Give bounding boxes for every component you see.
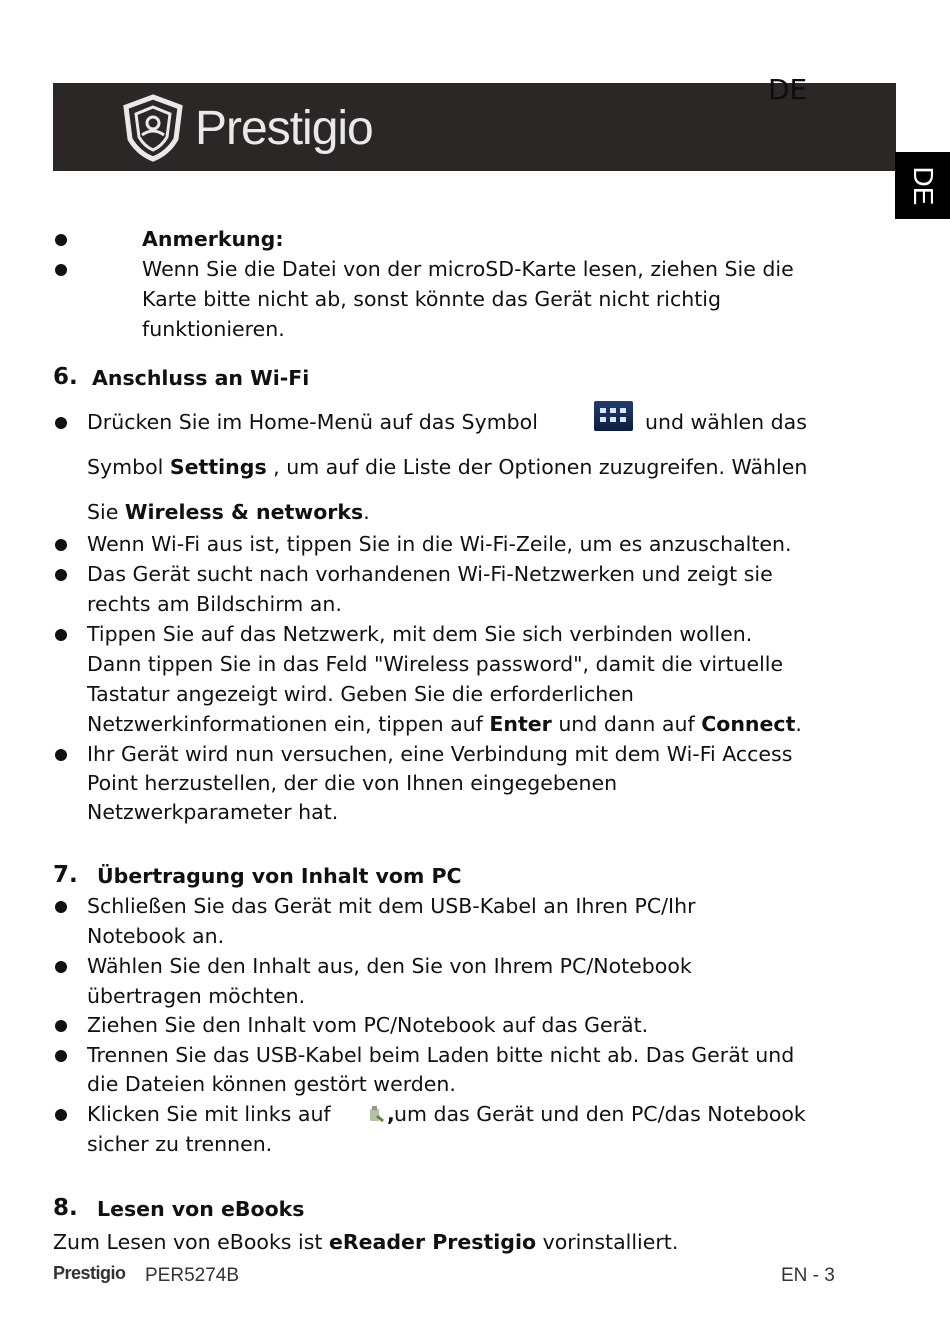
body-line: Ziehen Sie den Inhalt vom PC/Notebook auf das Gerät. xyxy=(87,1013,649,1037)
note-line: Wenn Sie die Datei von der microSD-Karte lesen, ziehen Sie die xyxy=(142,257,794,281)
body-line: Zum Lesen von eBooks ist eReader Prestigio vorinstalliert. xyxy=(53,1230,679,1254)
header-lang-code: DE xyxy=(768,73,808,106)
body-line: Dann tippen Sie in das Feld "Wireless password", damit die virtuelle xyxy=(87,652,784,676)
apps-grid-icon xyxy=(594,401,633,431)
bullet xyxy=(55,1050,67,1062)
wireless-networks-label: Wireless & networks xyxy=(124,500,364,524)
body-line: Tastatur angezeigt wird. Geben Sie die erforderlichen xyxy=(87,682,634,706)
note-title: Anmerkung: xyxy=(142,227,284,251)
bullet xyxy=(55,901,67,913)
settings-label: Settings xyxy=(169,455,267,479)
section-8-heading: Lesen von eBooks xyxy=(97,1197,305,1221)
connect-label: Connect xyxy=(701,712,796,736)
body-line: Netzwerkparameter hat. xyxy=(87,800,339,824)
body-line: Klicken Sie mit links auf xyxy=(87,1102,331,1126)
body-line: und wählen das xyxy=(645,410,807,434)
body-line: Das Gerät sucht nach vorhandenen Wi-Fi-Netzwerken und zeigt sie xyxy=(87,562,773,586)
enter-label: Enter xyxy=(489,712,552,736)
side-tab-label: DE xyxy=(907,166,939,205)
body-line: Wählen Sie den Inhalt aus, den Sie von Ihrem PC/Notebook xyxy=(87,954,692,978)
body-line: die Dateien können gestört werden. xyxy=(87,1072,456,1096)
footer-brand-logo: Prestigio xyxy=(53,1263,126,1283)
body-line: Schließen Sie das Gerät mit dem USB-Kabel an Ihren PC/Ihr xyxy=(87,894,696,918)
language-side-tab xyxy=(895,152,950,219)
body-line: Wenn Wi-Fi aus ist, tippen Sie in die Wi-Fi-Zeile, um es anzuschalten. xyxy=(87,532,792,556)
bullet xyxy=(55,629,67,641)
body-line: übertragen möchten. xyxy=(87,984,306,1008)
bullet xyxy=(55,417,67,429)
section-7-number: 7. xyxy=(53,862,78,888)
body-line: um das Gerät und den PC/das Notebook xyxy=(394,1102,806,1126)
body-line: Sie Wireless & networks. xyxy=(87,500,370,524)
brand-logo-text: Prestigio xyxy=(195,102,373,155)
section-6-heading: Anschluss an Wi-Fi xyxy=(92,366,310,390)
body-line: Netzwerkinformationen ein, tippen auf Enter und dann auf Connect. xyxy=(87,712,802,736)
body-line: Drücken Sie im Home-Menü auf das Symbol xyxy=(87,410,538,434)
note-line: funktionieren. xyxy=(142,317,285,341)
bullet xyxy=(55,234,67,246)
section-7-heading: Übertragung von Inhalt vom PC xyxy=(97,864,462,888)
body-line: Trennen Sie das USB-Kabel beim Laden bitte nicht ab. Das Gerät und xyxy=(87,1043,795,1067)
bullet xyxy=(55,264,67,276)
footer-model: PER5274B xyxy=(145,1265,240,1286)
bullet xyxy=(55,539,67,551)
body-line: Symbol Settings , um auf die Liste der Optionen zuzugreifen. Wählen xyxy=(87,455,808,479)
body-line: Notebook an. xyxy=(87,924,225,948)
safely-remove-usb-icon xyxy=(366,1104,386,1124)
footer-page-number: EN - 3 xyxy=(781,1265,835,1286)
body-line: rechts am Bildschirm an. xyxy=(87,592,342,616)
body-line: sicher zu trennen. xyxy=(87,1132,273,1156)
body-line: Point herzustellen, der die von Ihnen eingegebenen xyxy=(87,771,618,795)
ereader-label: eReader Prestigio xyxy=(328,1230,537,1254)
bullet xyxy=(55,1020,67,1032)
bullet xyxy=(55,961,67,973)
bullet xyxy=(55,569,67,581)
body-line: , xyxy=(387,1102,395,1126)
bullet xyxy=(55,1109,67,1121)
body-line: Tippen Sie auf das Netzwerk, mit dem Sie sich verbinden wollen. xyxy=(87,622,753,646)
bullet xyxy=(55,749,67,761)
section-6-number: 6. xyxy=(53,364,78,390)
prestigio-crest-icon xyxy=(118,93,188,163)
note-line: Karte bitte nicht ab, sonst könnte das Gerät nicht richtig xyxy=(142,287,722,311)
section-8-number: 8. xyxy=(53,1195,78,1221)
body-line: Ihr Gerät wird nun versuchen, eine Verbindung mit dem Wi-Fi Access xyxy=(87,742,793,766)
